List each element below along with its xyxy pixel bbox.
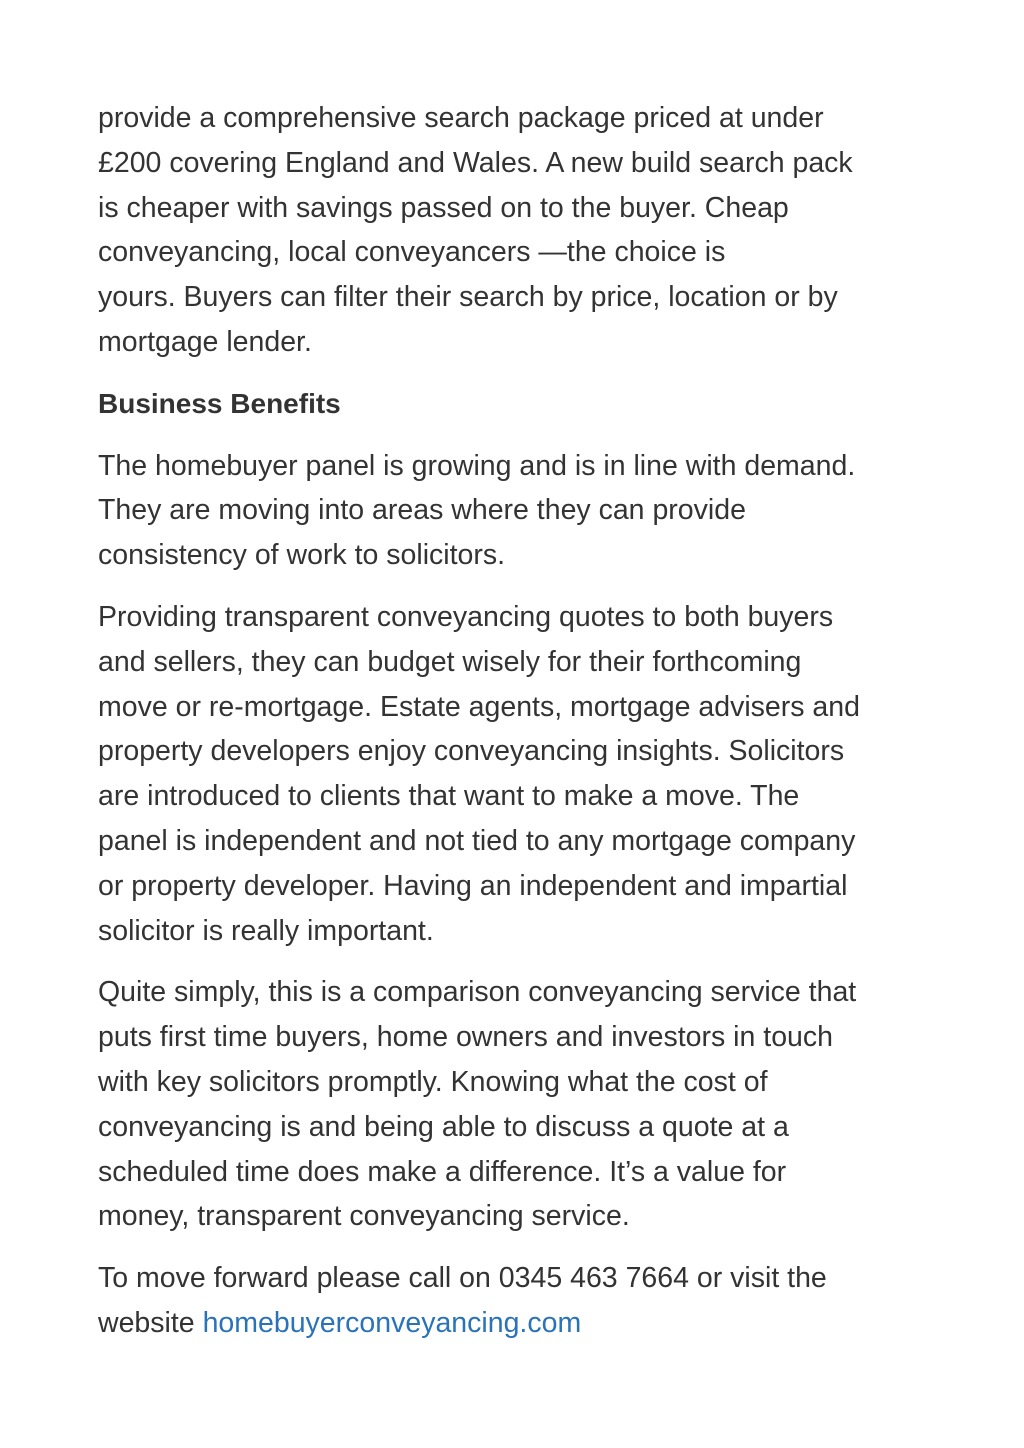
paragraph-comparison-service: Quite simply, this is a comparison conveyancing service that puts first time buyers, home owners and investors in touch with key solicitors promptly. Knowing what the cost of conveyancing is and being able to discuss a quote at a scheduled time does make a difference. It’s a value for money, transparent conveyancing service.	[98, 976, 857, 1233]
website-link[interactable]: homebuyerconveyancing.com	[202, 1306, 582, 1339]
closing-paragraph	[98, 1256, 938, 1346]
paragraph-transparent-quotes: Providing transparent conveyancing quotes to both buyers and sellers, they can budget wisely for their forthcoming move or re-mortgage. Estate agents, mortgage advisers and property developers enjoy conveyancing insights. Solicitors are introduced to clients that want to make a move. The panel is independent and not tied to any mortgage company or property developer. Having an independent and impartial solicitor is really important.	[98, 600, 860, 947]
intro-paragraph: provide a comprehensive search package priced at under £200 covering England and Wales. A new build search pack is cheaper with savings passed on to the buyer. Cheap conveyancing, local conveyancers —the choice is yours. Buyers can filter their search by price, location or by mortgage lender.	[98, 102, 853, 358]
closing-text: To move forward please call on 0345 463 7664 or visit the website	[98, 1262, 827, 1339]
paragraph-panel-growth: The homebuyer panel is growing and is in line with demand. They are moving into areas where they can provide consistency of work to solicitors.	[98, 449, 856, 572]
section-heading: Business Benefits	[98, 387, 341, 419]
document-page	[98, 96, 938, 1363]
